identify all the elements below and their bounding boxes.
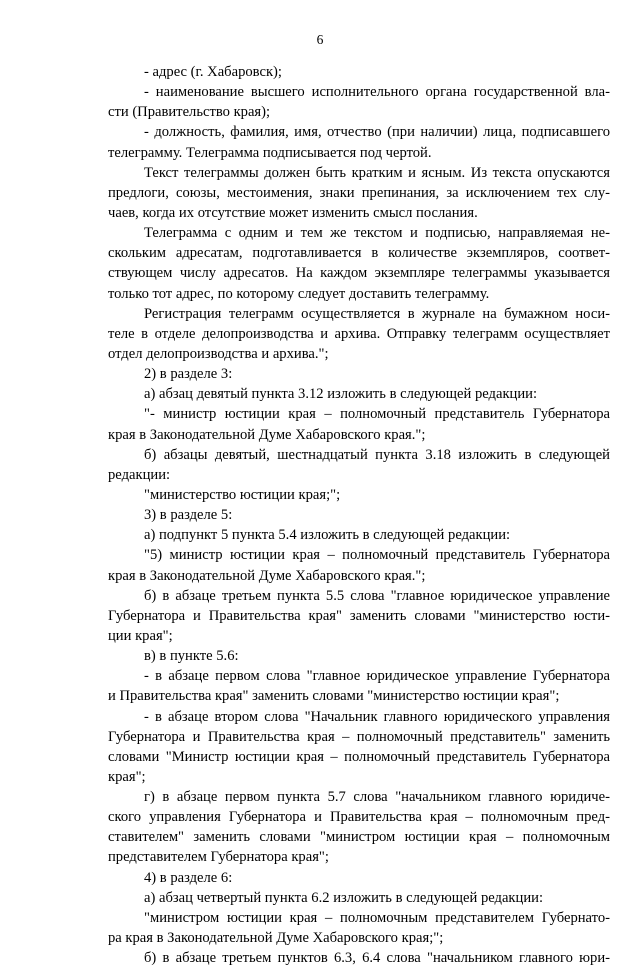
- text-line: 2) в разделе 3:: [144, 366, 233, 383]
- text-line: телеграмму. Телеграмма подписывается под чертой.: [108, 144, 432, 161]
- text-line: "- министр юстиции края – полномочный представитель Губернатора: [144, 406, 610, 423]
- text-line: отдел делопроизводства и архива.";: [108, 345, 329, 362]
- text-line: представителем Губернатора края";: [108, 849, 329, 866]
- text-line: Телеграмма с одним и тем же текстом и подписью, направляемая не-: [144, 225, 610, 242]
- text-line: а) абзац четвертый пункта 6.2 изложить в следующей редакции:: [144, 889, 544, 906]
- text-line: - адрес (г. Хабаровск);: [144, 64, 282, 80]
- text-line: Губернатора и Правительства края – полномочный представитель" заменить: [108, 728, 610, 745]
- text-line: редакции:: [108, 466, 171, 483]
- text-line: ции края";: [108, 627, 173, 644]
- text-line: предлоги, союзы, местоимения, знаки препинания, за исключением тех слу-: [108, 184, 610, 201]
- text-line: г) в абзаце первом пункта 5.7 слова "начальником главного юридиче-: [144, 789, 610, 806]
- text-line: "министром юстиции края – полномочным представителем Губернато-: [144, 909, 610, 926]
- text-line: ра края в Законодательной Думе Хабаровского края;";: [108, 930, 444, 947]
- text-line: а) абзац девятый пункта 3.12 изложить в следующей редакции:: [144, 386, 538, 403]
- text-line: б) в абзаце третьем пункта 5.5 слова "главное юридическое управление: [144, 587, 610, 604]
- text-line: - в абзаце первом слова "главное юридическое управление Губернатора: [144, 668, 610, 685]
- text-line: теле в отделе делопроизводства и архива. Отправку телеграмм осуществляет: [108, 325, 610, 342]
- text-line: 4) в разделе 6:: [144, 869, 233, 886]
- text-line: б) абзацы девятый, шестнадцатый пункта 3.18 изложить в следующей: [144, 446, 610, 463]
- text-line: - в абзаце втором слова "Начальник главного юридического управления: [144, 708, 610, 725]
- text-line: ставителем" заменить словами "министром юстиции края – полномочным: [108, 829, 610, 846]
- text-line: края";: [108, 768, 146, 785]
- text-line: чаев, когда их отсутствие может изменить смысл послания.: [108, 204, 478, 221]
- text-line: сти (Правительство края);: [108, 104, 271, 121]
- text-line: б) в абзаце третьем пунктов 6.3, 6.4 слова "начальником главного юри-: [144, 950, 610, 967]
- text-line: словами "Министр юстиции края – полномочный представитель Губернатора: [108, 748, 610, 765]
- page-number: 6: [316, 32, 324, 47]
- text-line: скольким адресатам, подготавливается в количестве экземпляров, соответ-: [108, 245, 610, 262]
- text-line: "министерство юстиции края;";: [144, 486, 341, 503]
- text-line: ского управления Губернатора и Правительства края – полномочным пред-: [108, 809, 610, 826]
- text-line: "5) министр юстиции края – полномочный представитель Губернатора: [144, 547, 610, 564]
- text-line: в) в пункте 5.6:: [144, 648, 239, 665]
- text-line: - наименование высшего исполнительного органа государственной вла-: [144, 84, 610, 101]
- text-line: 3) в разделе 5:: [144, 507, 233, 524]
- text-line: Губернатора и Правительства края" заменить словами "министерство юсти-: [108, 607, 610, 624]
- text-line: края в Законодательной Думе Хабаровского края.";: [108, 426, 426, 443]
- text-line: ствующем числу адресатов. На каждом экземпляре телеграммы указывается: [108, 265, 610, 282]
- text-line: Регистрация телеграмм осуществляется в журнале на бумажном носи-: [144, 305, 610, 322]
- text-line: - должность, фамилия, имя, отчество (при наличии) лица, подписавшего: [144, 124, 610, 141]
- text-line: и Правительства края" заменить словами "министерство юстиции края";: [108, 688, 560, 705]
- text-line: а) подпункт 5 пункта 5.4 изложить в следующей редакции:: [144, 527, 511, 544]
- text-line: края в Законодательной Думе Хабаровского края.";: [108, 567, 426, 584]
- text-line: только тот адрес, по которому следует доставить телеграмму.: [108, 285, 490, 302]
- text-line: Текст телеграммы должен быть кратким и ясным. Из текста опускаются: [144, 164, 610, 181]
- document-body: [108, 62, 610, 968]
